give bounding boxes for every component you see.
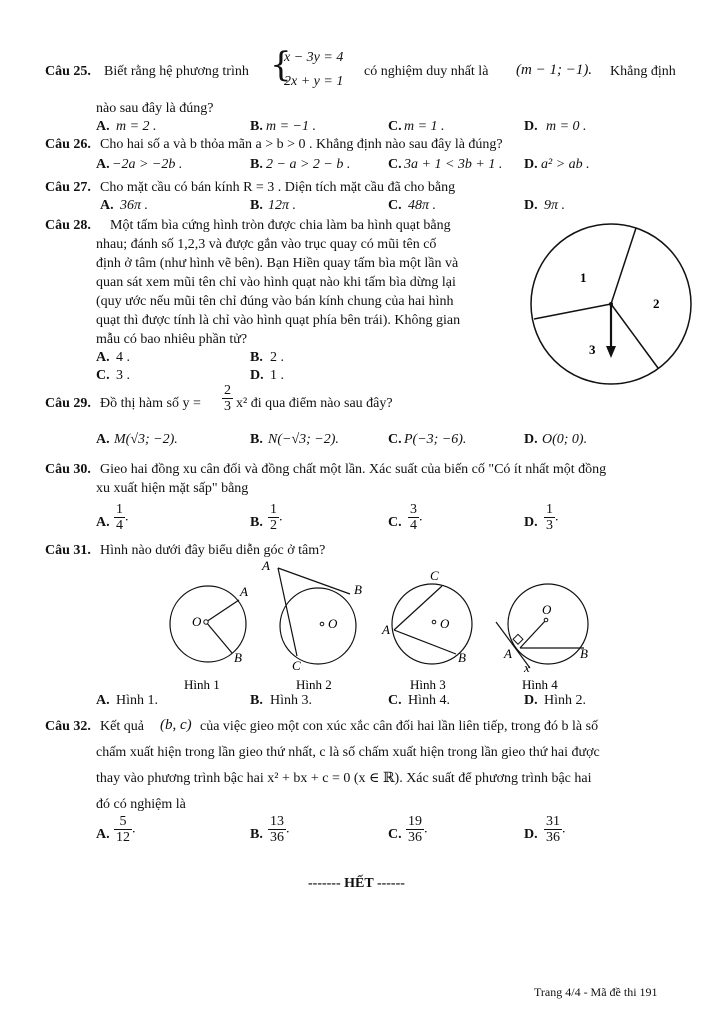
figure-1 — [170, 584, 248, 665]
q28-option-d-text: 1 . — [270, 368, 284, 383]
q25-option-c[interactable]: C. — [388, 119, 402, 134]
q27-label: Câu 27. — [45, 180, 91, 195]
q30-option-a-num: 1 — [116, 502, 123, 517]
fig4-label-x: x — [524, 660, 530, 675]
q32-option-c-num: 19 — [408, 814, 422, 829]
fig1-label-o: O — [192, 614, 202, 629]
q29-label: Câu 29. — [45, 396, 91, 411]
q29-option-b[interactable]: B. — [250, 432, 263, 447]
q28-line-1: Một tấm bìa cứng hình tròn được chia làm ba hình quạt bằng — [110, 218, 451, 233]
q31-option-c-text: Hình 4. — [408, 693, 450, 708]
fig2-label-c: C — [292, 658, 301, 673]
fig4-label-a: A — [504, 646, 512, 661]
fig1-label-b: B — [234, 650, 242, 665]
figure-4 — [496, 584, 588, 675]
q27-option-c[interactable]: C. — [388, 198, 402, 213]
q32-line-4: đó có nghiệm là — [96, 797, 186, 812]
q30-option-a-den: 4 — [116, 518, 123, 533]
q31-option-c[interactable]: C. — [388, 693, 402, 708]
q30-option-a[interactable]: A. — [96, 515, 110, 530]
q29-fraction-num: 2 — [224, 383, 231, 398]
q29-option-c-text: P(−3; −6). — [404, 432, 467, 447]
q26-option-d[interactable]: D. — [524, 157, 538, 172]
q28-line-7: mẫu có bao nhiêu phần tử? — [96, 332, 248, 347]
q32-text-c: của việc gieo một con xúc xắc cân đối hai lần liên tiếp, trong đó b là số — [200, 719, 599, 734]
q32-line-2: chấm xuất hiện trong lần gieo thứ nhất, c là số chấm xuất hiện trong lần gieo thứ hai được — [96, 745, 600, 760]
fig2-label-a: A — [262, 558, 270, 573]
q29-option-d[interactable]: D. — [524, 432, 538, 447]
q28-option-b[interactable]: B. — [250, 350, 263, 365]
q31-option-a-text: Hình 1. — [116, 693, 158, 708]
caption-hinh-2: Hình 2 — [296, 677, 332, 692]
fig3-label-a: A — [382, 622, 390, 637]
q31-text: Hình nào dưới đây biểu diễn góc ở tâm? — [100, 543, 326, 558]
spinner-wheel-figure — [528, 220, 694, 388]
fig2-label-o: O — [328, 616, 338, 631]
q30-option-b[interactable]: B. — [250, 515, 263, 530]
fig2-label-b: B — [354, 582, 362, 597]
q27-option-c-text: 48π . — [408, 198, 437, 213]
q30-option-c[interactable]: C. — [388, 515, 402, 530]
q31-option-b-text: Hình 3. — [270, 693, 312, 708]
q25-text: Biết rằng hệ phương trình — [104, 64, 249, 79]
q30-option-d-den: 3 — [546, 518, 553, 533]
q28-option-a[interactable]: A. — [96, 350, 110, 365]
q25-option-d[interactable]: D. — [524, 119, 538, 134]
fig4-label-o: O — [542, 602, 552, 617]
q25-line2: nào sau đây là đúng? — [96, 101, 214, 116]
q31-option-a[interactable]: A. — [96, 693, 110, 708]
fig3-label-c: C — [430, 568, 439, 583]
q28-option-a-text: 4 . — [116, 350, 130, 365]
q32-line-3: thay vào phương trình bậc hai x² + bx + c = 0 (x ∈ ℝ). Xác suất để phương trình bậc hai — [96, 771, 592, 786]
q29-option-a-text: M(√3; −2). — [114, 432, 178, 447]
q28-line-2: nhau; đánh số 1,2,3 và được gắn vào trục quay có mũi tên cố — [96, 237, 437, 252]
q28-label: Câu 28. — [45, 218, 91, 233]
wheel-label-3: 3 — [589, 342, 596, 357]
q32-pair: (b, c) — [160, 717, 192, 733]
figure-2 — [261, 558, 362, 673]
q32-option-b-num: 13 — [270, 814, 284, 829]
wheel-arrow-head — [606, 346, 616, 358]
caption-hinh-4: Hình 4 — [522, 677, 558, 692]
q32-option-a[interactable]: A. — [96, 827, 110, 842]
q29-fraction-den: 3 — [224, 399, 231, 414]
q25-option-b[interactable]: B. — [250, 119, 263, 134]
q26-option-a-text: −2a > −2b . — [112, 157, 183, 172]
wheel-radius-3 — [611, 304, 658, 368]
q28-line-6: quạt thì được tính là chỉ vào hình quạt phía bên trái). Không gian — [96, 313, 461, 328]
q31-option-d[interactable]: D. — [524, 693, 538, 708]
q28-line-5: (quy ước nếu mũi tên chỉ đúng vào bán kính chung của hai hình — [96, 294, 454, 309]
q32-option-d[interactable]: D. — [524, 827, 538, 842]
q25-eq1: x − 3y = 4 — [284, 50, 344, 65]
q29-option-a[interactable]: A. — [96, 432, 110, 447]
q25-option-a-text: m = 2 . — [116, 119, 157, 134]
end-marker: ------- HẾT ------ — [308, 876, 405, 891]
q25-option-d-text: m = 0 . — [546, 119, 587, 134]
q26-option-a[interactable]: A. — [96, 157, 110, 172]
wheel-radius-2 — [534, 304, 611, 319]
q31-option-b[interactable]: B. — [250, 693, 263, 708]
q26-text: Cho hai số a và b thỏa mãn a > b > 0 . Khẳng định nào sau đây là đúng? — [100, 137, 503, 152]
q25-option-a[interactable]: A. — [96, 119, 110, 134]
q32-option-c[interactable]: C. — [388, 827, 402, 842]
q29-text-post: x² đi qua điểm nào sau đây? — [236, 396, 393, 411]
fig4-label-b: B — [580, 646, 588, 661]
wheel-radius-1 — [611, 228, 636, 304]
q31-option-d-text: Hình 2. — [544, 693, 586, 708]
q26-label: Câu 26. — [45, 137, 91, 152]
q25-label: Câu 25. — [45, 64, 91, 79]
q27-option-d-text: 9π . — [544, 198, 566, 213]
q32-option-d-num: 31 — [546, 814, 560, 829]
q29-option-b-text: N(−√3; −2). — [268, 432, 339, 447]
q26-option-b[interactable]: B. — [250, 157, 263, 172]
fig3-label-o: O — [440, 616, 450, 631]
q26-option-c[interactable]: C. — [388, 157, 402, 172]
q28-option-d[interactable]: D. — [250, 368, 264, 383]
q28-line-4: quan sát xem mũi tên chỉ vào hình quạt nào khi tấm bìa dừng lại — [96, 275, 456, 290]
caption-hinh-3: Hình 3 — [410, 677, 446, 692]
q29-text-pre: Đồ thị hàm số y = — [100, 396, 201, 411]
q30-option-c-den: 4 — [410, 518, 417, 533]
wheel-label-1: 1 — [580, 270, 587, 285]
wheel-label-2: 2 — [653, 296, 660, 311]
q25-text-post: có nghiệm duy nhất là — [364, 64, 489, 79]
q32-option-d-den: 36 — [546, 830, 560, 845]
caption-hinh-1: Hình 1 — [184, 677, 220, 692]
q29-option-c[interactable]: C. — [388, 432, 402, 447]
q30-option-b-num: 1 — [270, 502, 277, 517]
q27-option-d[interactable]: D. — [524, 198, 538, 213]
q30-option-d-num: 1 — [546, 502, 553, 517]
q26-option-d-text: a² > ab . — [541, 157, 590, 172]
q27-option-a[interactable]: A. — [100, 198, 114, 213]
q32-option-b[interactable]: B. — [250, 827, 263, 842]
q32-text-a: Kết quả — [100, 719, 144, 734]
q30-line-2: xu xuất hiện mặt sấp" bằng — [96, 481, 249, 496]
q32-option-b-den: 36 — [270, 830, 284, 845]
q30-line-1: Gieo hai đồng xu cân đối và đồng chất một lần. Xác suất của biến cố "Có ít nhất một đồng — [100, 462, 607, 477]
q30-option-c-num: 3 — [410, 502, 417, 517]
q28-option-c-text: 3 . — [116, 368, 130, 383]
q25-text-tail: Khẳng định — [610, 64, 676, 79]
fig1-label-a: A — [240, 584, 248, 599]
q27-option-b[interactable]: B. — [250, 198, 263, 213]
q25-solution: (m − 1; −1). — [516, 62, 593, 78]
q31-label: Câu 31. — [45, 543, 91, 558]
q29-fraction — [222, 383, 233, 414]
q26-option-c-text: 3a + 1 < 3b + 1 . — [404, 157, 503, 172]
q27-option-a-text: 36π . — [120, 198, 149, 213]
q25-option-b-text: m = −1 . — [266, 119, 317, 134]
page-footer: Trang 4/4 - Mã đề thi 191 — [534, 985, 658, 999]
q30-label: Câu 30. — [45, 462, 91, 477]
q25-eq2: 2x + y = 1 — [284, 74, 344, 89]
q25-brace: { — [270, 45, 292, 85]
q30-option-d[interactable]: D. — [524, 515, 538, 530]
q25-option-c-text: m = 1 . — [404, 119, 445, 134]
q26-option-b-text: 2 − a > 2 − b . — [266, 157, 351, 172]
q29-option-d-text: O(0; 0). — [542, 432, 588, 447]
q30-option-b-den: 2 — [270, 518, 277, 533]
q32-label: Câu 32. — [45, 719, 91, 734]
q31-figures — [160, 558, 600, 694]
q32-option-a-den: 12 — [116, 830, 130, 845]
q27-text: Cho mặt cầu có bán kính R = 3 . Diện tích mặt cầu đã cho bằng — [100, 180, 456, 195]
figure-3 — [381, 568, 472, 665]
q28-option-b-text: 2 . — [270, 350, 284, 365]
q28-option-c[interactable]: C. — [96, 368, 110, 383]
q27-option-b-text: 12π . — [268, 198, 297, 213]
q32-option-c-den: 36 — [408, 830, 422, 845]
fig3-label-b: B — [458, 650, 466, 665]
q28-line-3: định ở tâm (như hình vẽ bên). Bạn Hiền quay tấm bìa một lần và — [96, 256, 459, 271]
wheel-center — [609, 302, 613, 306]
q32-option-a-num: 5 — [114, 814, 132, 830]
